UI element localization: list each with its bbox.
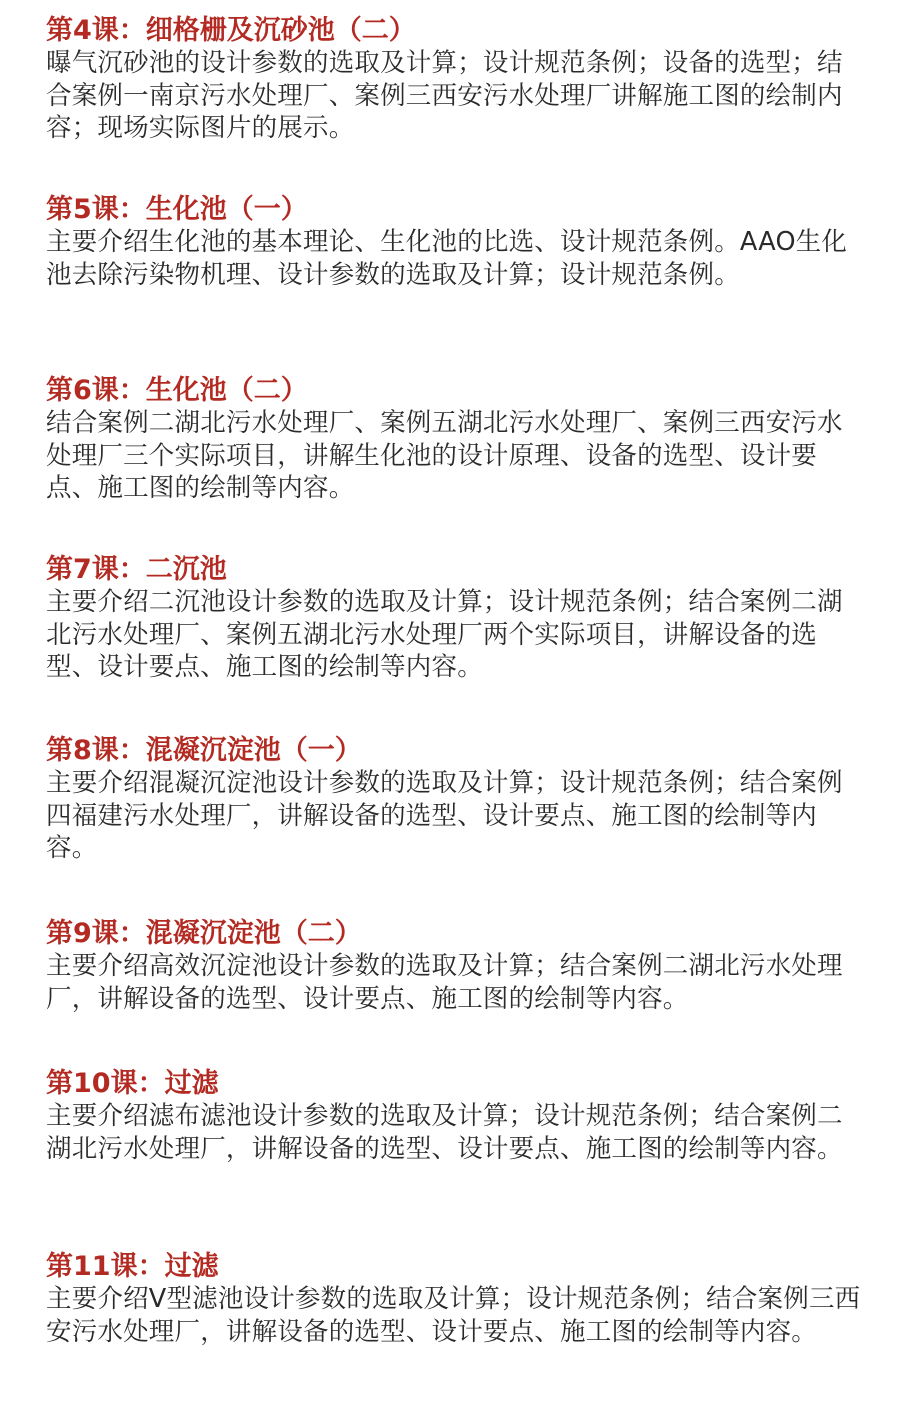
lesson-item — [46, 193, 866, 291]
lesson-title: 第6课：生化池（二） — [46, 375, 308, 406]
lesson-title: 第10课：过滤 — [46, 1068, 219, 1099]
lesson-description: 主要介绍高效沉淀池设计参数的选取及计算；结合案例二湖北污水处理厂，讲解设备的选型、设计要点、施工图的绘制等内容。 — [46, 951, 843, 1014]
lesson-title: 第8课：混凝沉淀池（一） — [46, 735, 362, 766]
lesson-item — [46, 1250, 866, 1348]
lesson-item — [46, 734, 866, 865]
lesson-description: 主要介绍V型滤池设计参数的选取及计算；设计规范条例；结合案例三西安污水处理厂，讲解设备的选型、设计要点、施工图的绘制等内容。 — [46, 1284, 861, 1347]
lesson-description: 主要介绍滤布滤池设计参数的选取及计算；设计规范条例；结合案例二湖北污水处理厂，讲解设备的选型、设计要点、施工图的绘制等内容。 — [46, 1101, 843, 1164]
lesson-description: 主要介绍混凝沉淀池设计参数的选取及计算；设计规范条例；结合案例四福建污水处理厂，讲解设备的选型、设计要点、施工图的绘制等内容。 — [46, 768, 843, 863]
lesson-item — [46, 1067, 866, 1165]
lesson-title: 第9课：混凝沉淀池（二） — [46, 918, 362, 949]
lesson-item — [46, 14, 866, 145]
lesson-description: 主要介绍生化池的基本理论、生化池的比选、设计规范条例。AAO生化池去除污染物机理、设计参数的选取及计算；设计规范条例。 — [46, 227, 848, 290]
lesson-item — [46, 553, 866, 684]
lesson-title: 第7课：二沉池 — [46, 554, 227, 585]
lesson-item — [46, 374, 866, 505]
lesson-description: 主要介绍二沉池设计参数的选取及计算；设计规范条例；结合案例二湖北污水处理厂、案例五湖北污水处理厂两个实际项目，讲解设备的选型、设计要点、施工图的绘制等内容。 — [46, 587, 843, 682]
lesson-title: 第5课：生化池（一） — [46, 194, 308, 225]
lesson-title: 第11课：过滤 — [46, 1251, 219, 1282]
lesson-description: 结合案例二湖北污水处理厂、案例五湖北污水处理厂、案例三西安污水处理厂三个实际项目，讲解生化池的设计原理、设备的选型、设计要点、施工图的绘制等内容。 — [46, 408, 843, 503]
lesson-title: 第4课：细格栅及沉砂池（二） — [46, 15, 416, 46]
lesson-description: 曝气沉砂池的设计参数的选取及计算；设计规范条例；设备的选型；结合案例一南京污水处理厂、案例三西安污水处理厂讲解施工图的绘制内容；现场实际图片的展示。 — [46, 48, 843, 143]
lesson-item — [46, 917, 866, 1015]
